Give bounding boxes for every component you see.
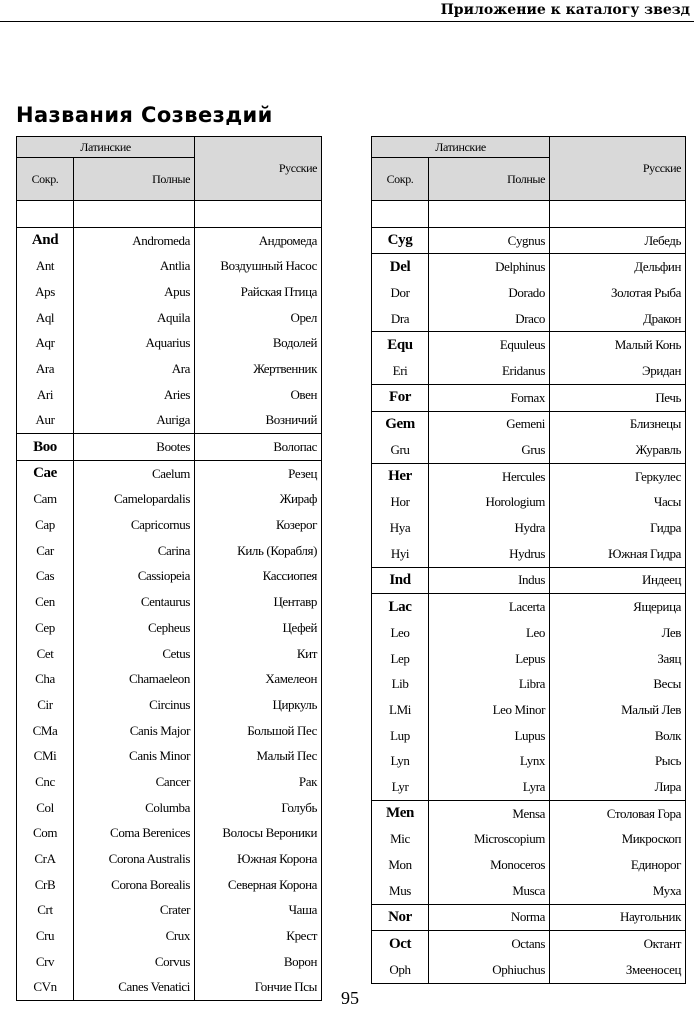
full-name-column-header: Полные [429, 158, 550, 201]
latin-group-header: Латинские [372, 137, 550, 158]
table-row [17, 949, 322, 975]
latin-name-cell: Auriga [74, 408, 195, 434]
russian-name-cell: Северная Корона [195, 872, 322, 898]
table-row [17, 382, 322, 408]
table-row [17, 460, 322, 486]
table-row [372, 852, 686, 878]
latin-name-cell: Monoceros [429, 852, 550, 878]
latin-name-cell: Apus [74, 279, 195, 305]
russian-name-cell: Эридан [550, 358, 686, 384]
latin-name-cell: Draco [429, 306, 550, 332]
abbreviation-cell: Lyr [372, 774, 429, 800]
russian-name-cell: Жертвенник [195, 356, 322, 382]
russian-name-cell: Голубь [195, 795, 322, 821]
latin-name-cell: Caelum [74, 460, 195, 486]
table-row [372, 280, 686, 306]
russian-name-cell: Волосы Вероники [195, 821, 322, 847]
page-number: 95 [341, 988, 359, 1008]
latin-name-cell: Delphinus [429, 254, 550, 280]
russian-name-cell: Единорог [550, 852, 686, 878]
table-row [17, 487, 322, 513]
latin-name-cell: Corona Borealis [74, 872, 195, 898]
latin-name-cell: Ara [74, 356, 195, 382]
abbreviation-column-header: Сокр. [372, 158, 429, 201]
abbreviation-cell: Lac [372, 594, 429, 620]
abbreviation-cell: Oph [372, 957, 429, 983]
table-row [372, 306, 686, 332]
russian-name-cell: Ящерица [550, 594, 686, 620]
russian-name-cell: Рысь [550, 748, 686, 774]
abbreviation-cell: And [17, 227, 74, 253]
latin-name-cell: Cancer [74, 769, 195, 795]
abbreviation-cell: Com [17, 821, 74, 847]
abbreviation-cell: Cae [17, 460, 74, 486]
table-row [372, 723, 686, 749]
abbreviation-cell: Cep [17, 615, 74, 641]
latin-name-cell: Musca [429, 878, 550, 904]
abbreviation-cell: Mic [372, 827, 429, 853]
russian-name-cell: Рак [195, 769, 322, 795]
table-row [17, 641, 322, 667]
latin-name-cell: Cetus [74, 641, 195, 667]
abbreviation-cell: Cnc [17, 769, 74, 795]
abbreviation-cell: Cas [17, 564, 74, 590]
latin-name-cell: Capricornus [74, 512, 195, 538]
latin-name-cell: Leo Minor [429, 697, 550, 723]
latin-name-cell: Grus [429, 437, 550, 463]
abbreviation-cell: Ari [17, 382, 74, 408]
abbreviation-cell: Her [372, 463, 429, 489]
table-row [372, 411, 686, 437]
latin-name-cell: Gemeni [429, 411, 550, 437]
russian-name-cell: Октант [550, 931, 686, 957]
latin-name-cell: Lacerta [429, 594, 550, 620]
table-row [17, 512, 322, 538]
table-row [17, 821, 322, 847]
table-row [372, 332, 686, 358]
abbreviation-cell: Lep [372, 646, 429, 672]
abbreviation-cell: Cir [17, 692, 74, 718]
russian-name-cell: Змееносец [550, 957, 686, 983]
russian-name-cell: Южная Гидра [550, 541, 686, 567]
latin-name-cell: Microscopium [429, 827, 550, 853]
abbreviation-cell: Ara [17, 356, 74, 382]
russian-name-cell: Гидра [550, 515, 686, 541]
russian-name-cell: Малый Конь [550, 332, 686, 358]
table-row [372, 490, 686, 516]
russian-name-cell: Андромеда [195, 227, 322, 253]
latin-name-cell: Lyra [429, 774, 550, 800]
table-row [372, 800, 686, 826]
table-row [17, 564, 322, 590]
table-row [17, 666, 322, 692]
abbreviation-cell: Cyg [372, 227, 429, 254]
latin-name-cell: Hydra [429, 515, 550, 541]
table-row [17, 279, 322, 305]
table-row [17, 408, 322, 434]
latin-name-cell: Leo [429, 620, 550, 646]
latin-name-cell: Aries [74, 382, 195, 408]
russian-name-cell: Волопас [195, 434, 322, 461]
latin-name-cell: Libra [429, 671, 550, 697]
russian-name-cell: Малый Лев [550, 697, 686, 723]
russian-column-header: Русские [550, 137, 686, 201]
russian-name-cell: Большой Пес [195, 718, 322, 744]
abbreviation-cell: Men [372, 800, 429, 826]
table-row [372, 697, 686, 723]
russian-name-cell: Геркулес [550, 463, 686, 489]
russian-name-cell: Лира [550, 774, 686, 800]
table-row [17, 923, 322, 949]
latin-name-cell: Corvus [74, 949, 195, 975]
abbreviation-cell: Car [17, 538, 74, 564]
russian-name-cell: Центавр [195, 589, 322, 615]
abbreviation-cell: Cap [17, 512, 74, 538]
russian-name-cell: Весы [550, 671, 686, 697]
russian-name-cell: Кассиопея [195, 564, 322, 590]
abbreviation-cell: Aqr [17, 330, 74, 356]
latin-name-cell: Canes Venatici [74, 975, 195, 1001]
latin-name-cell: Coma Berenices [74, 821, 195, 847]
abbreviation-cell: Nor [372, 904, 429, 931]
russian-name-cell: Козерог [195, 512, 322, 538]
russian-name-cell: Чаша [195, 898, 322, 924]
table-row [372, 227, 686, 254]
russian-name-cell: Хамелеон [195, 666, 322, 692]
russian-name-cell: Жираф [195, 487, 322, 513]
table-row [17, 589, 322, 615]
abbreviation-cell: Gem [372, 411, 429, 437]
abbreviation-cell: Hyi [372, 541, 429, 567]
russian-name-cell: Райская Птица [195, 279, 322, 305]
latin-name-cell: Centaurus [74, 589, 195, 615]
russian-column-header: Русские [195, 137, 322, 201]
abbreviation-cell: Leo [372, 620, 429, 646]
latin-name-cell: Mensa [429, 800, 550, 826]
abbreviation-cell: Ant [17, 253, 74, 279]
russian-name-cell: Крест [195, 923, 322, 949]
abbreviation-cell: LMi [372, 697, 429, 723]
table-row [372, 541, 686, 567]
table-row [17, 615, 322, 641]
latin-name-cell: Cassiopeia [74, 564, 195, 590]
constellation-table-right [371, 136, 686, 984]
abbreviation-cell: Lib [372, 671, 429, 697]
full-name-column-header: Полные [74, 158, 195, 201]
abbreviation-cell: Hya [372, 515, 429, 541]
abbreviation-cell: Lup [372, 723, 429, 749]
table-row [17, 692, 322, 718]
table-row [17, 795, 322, 821]
abbreviation-cell: Del [372, 254, 429, 280]
abbreviation-cell: CMi [17, 743, 74, 769]
abbreviation-cell: Cru [17, 923, 74, 949]
table-row [372, 904, 686, 931]
table-row [372, 957, 686, 983]
table-row [372, 515, 686, 541]
table-row [372, 358, 686, 384]
latin-name-cell: Bootes [74, 434, 195, 461]
abbreviation-column-header: Сокр. [17, 158, 74, 201]
table-row [372, 384, 686, 411]
latin-name-cell: Indus [429, 567, 550, 594]
table-row [372, 827, 686, 853]
abbreviation-cell: Mus [372, 878, 429, 904]
russian-name-cell: Циркуль [195, 692, 322, 718]
table-row [372, 254, 686, 280]
latin-name-cell: Hydrus [429, 541, 550, 567]
latin-name-cell: Lepus [429, 646, 550, 672]
table-row [17, 872, 322, 898]
table-row [17, 305, 322, 331]
latin-name-cell: Norma [429, 904, 550, 931]
table-row [372, 620, 686, 646]
abbreviation-cell: Col [17, 795, 74, 821]
table-row [372, 594, 686, 620]
table-body [17, 201, 322, 1001]
abbreviation-cell: Hor [372, 490, 429, 516]
latin-name-cell: Columba [74, 795, 195, 821]
russian-name-cell: Дельфин [550, 254, 686, 280]
table-row [17, 538, 322, 564]
table-row [372, 567, 686, 594]
table-row [372, 931, 686, 957]
russian-name-cell: Цефей [195, 615, 322, 641]
abbreviation-cell: Aql [17, 305, 74, 331]
latin-name-cell: Eridanus [429, 358, 550, 384]
latin-name-cell: Antlia [74, 253, 195, 279]
russian-name-cell: Гончие Псы [195, 975, 322, 1001]
table-row [17, 330, 322, 356]
latin-name-cell: Chamaeleon [74, 666, 195, 692]
russian-name-cell: Часы [550, 490, 686, 516]
latin-name-cell: Circinus [74, 692, 195, 718]
russian-name-cell: Заяц [550, 646, 686, 672]
abbreviation-cell: Mon [372, 852, 429, 878]
latin-name-cell: Lupus [429, 723, 550, 749]
table-row [372, 748, 686, 774]
russian-name-cell: Орел [195, 305, 322, 331]
abbreviation-cell: Cha [17, 666, 74, 692]
header-rule [0, 21, 694, 22]
abbreviation-cell: Aur [17, 408, 74, 434]
table-row [372, 878, 686, 904]
latin-name-cell: Equuleus [429, 332, 550, 358]
abbreviation-cell: Ind [372, 567, 429, 594]
latin-name-cell: Aquarius [74, 330, 195, 356]
latin-group-header: Латинские [17, 137, 195, 158]
latin-name-cell: Lynx [429, 748, 550, 774]
russian-name-cell: Южная Корона [195, 846, 322, 872]
latin-name-cell: Camelopardalis [74, 487, 195, 513]
table-row [17, 356, 322, 382]
russian-name-cell: Ворон [195, 949, 322, 975]
russian-name-cell: Киль (Корабля) [195, 538, 322, 564]
latin-name-cell: Canis Minor [74, 743, 195, 769]
latin-name-cell: Andromeda [74, 227, 195, 253]
abbreviation-cell: Boo [17, 434, 74, 461]
table-row [17, 253, 322, 279]
table-row [17, 898, 322, 924]
table-row [372, 437, 686, 463]
russian-name-cell: Индеец [550, 567, 686, 594]
abbreviation-cell: Lyn [372, 748, 429, 774]
table-row [372, 646, 686, 672]
russian-name-cell: Лебедь [550, 227, 686, 254]
russian-name-cell: Водолей [195, 330, 322, 356]
abbreviation-cell: For [372, 384, 429, 411]
latin-name-cell: Octans [429, 931, 550, 957]
abbreviation-cell: Crv [17, 949, 74, 975]
russian-name-cell: Золотая Рыба [550, 280, 686, 306]
russian-name-cell: Воздушный Насос [195, 253, 322, 279]
russian-name-cell: Столовая Гора [550, 800, 686, 826]
russian-name-cell: Возничий [195, 408, 322, 434]
russian-name-cell: Кит [195, 641, 322, 667]
abbreviation-cell: Oct [372, 931, 429, 957]
abbreviation-cell: Cet [17, 641, 74, 667]
table-body [372, 201, 686, 984]
abbreviation-cell: Dra [372, 306, 429, 332]
table-row [372, 774, 686, 800]
abbreviation-cell: Equ [372, 332, 429, 358]
russian-name-cell: Муха [550, 878, 686, 904]
abbreviation-cell: Aps [17, 279, 74, 305]
abbreviation-cell: Eri [372, 358, 429, 384]
latin-name-cell: Dorado [429, 280, 550, 306]
table-row [17, 743, 322, 769]
table-row [17, 434, 322, 461]
latin-name-cell: Canis Major [74, 718, 195, 744]
abbreviation-cell: CMa [17, 718, 74, 744]
russian-name-cell: Овен [195, 382, 322, 408]
running-title: Приложение к каталогу звезд [440, 2, 690, 18]
latin-name-cell: Ophiuchus [429, 957, 550, 983]
abbreviation-cell: CVn [17, 975, 74, 1001]
latin-name-cell: Carina [74, 538, 195, 564]
table-row [17, 227, 322, 253]
latin-name-cell: Horologium [429, 490, 550, 516]
russian-name-cell: Микроскоп [550, 827, 686, 853]
abbreviation-cell: Crt [17, 898, 74, 924]
abbreviation-cell: Cen [17, 589, 74, 615]
russian-name-cell: Журавль [550, 437, 686, 463]
latin-name-cell: Aquila [74, 305, 195, 331]
latin-name-cell: Corona Australis [74, 846, 195, 872]
table-row [372, 671, 686, 697]
abbreviation-cell: Cam [17, 487, 74, 513]
russian-name-cell: Печь [550, 384, 686, 411]
latin-name-cell: Cygnus [429, 227, 550, 254]
latin-name-cell: Fornax [429, 384, 550, 411]
russian-name-cell: Близнецы [550, 411, 686, 437]
latin-name-cell: Crux [74, 923, 195, 949]
latin-name-cell: Hercules [429, 463, 550, 489]
table-row [17, 846, 322, 872]
russian-name-cell: Наугольник [550, 904, 686, 931]
latin-name-cell: Cepheus [74, 615, 195, 641]
russian-name-cell: Малый Пес [195, 743, 322, 769]
page-title: Названия Созвездий [16, 103, 273, 127]
abbreviation-cell: CrB [17, 872, 74, 898]
abbreviation-cell: CrA [17, 846, 74, 872]
table-row [17, 769, 322, 795]
russian-name-cell: Резец [195, 460, 322, 486]
latin-name-cell: Crater [74, 898, 195, 924]
table-row [17, 718, 322, 744]
abbreviation-cell: Gru [372, 437, 429, 463]
table-row [372, 463, 686, 489]
constellation-table-left [16, 136, 322, 1001]
russian-name-cell: Волк [550, 723, 686, 749]
russian-name-cell: Лев [550, 620, 686, 646]
russian-name-cell: Дракон [550, 306, 686, 332]
abbreviation-cell: Dor [372, 280, 429, 306]
